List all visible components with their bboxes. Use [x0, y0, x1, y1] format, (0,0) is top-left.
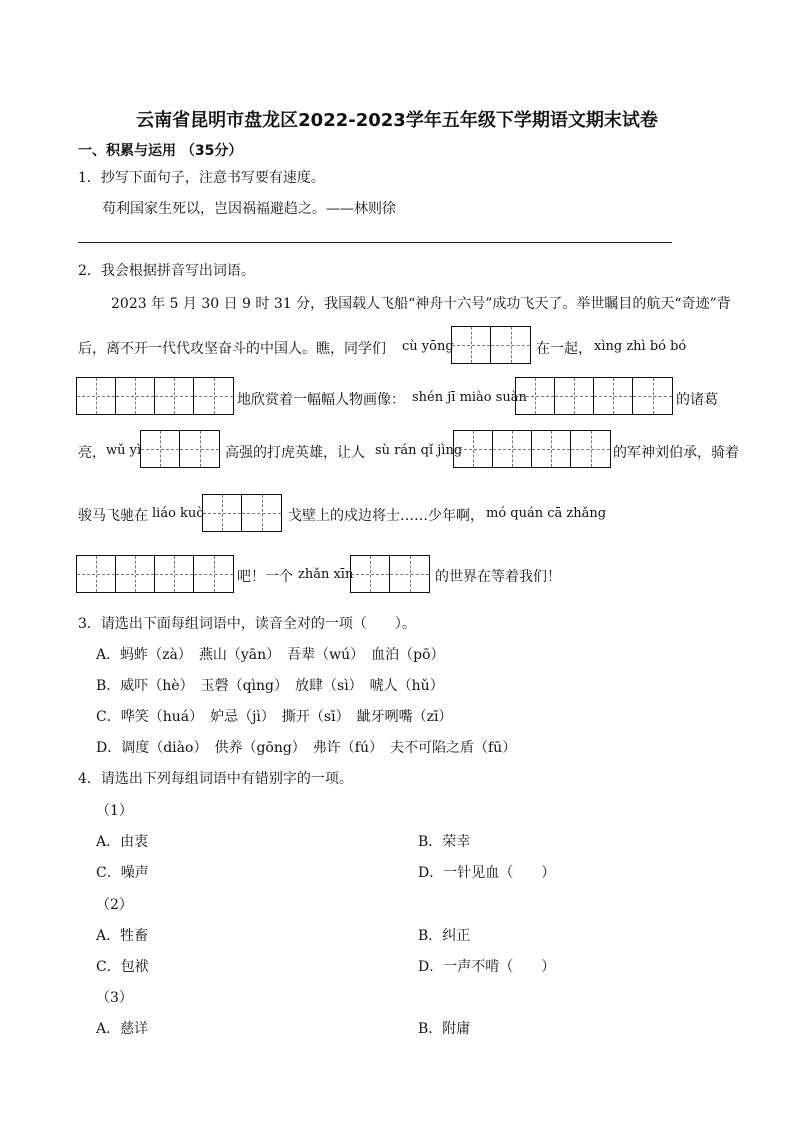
- pinyin-wuyi: wǔ yì: [106, 443, 142, 458]
- tianzige-cell[interactable]: [571, 431, 610, 467]
- tianzige-cell[interactable]: [390, 556, 429, 592]
- answer-grid-suranqijing[interactable]: [453, 430, 611, 468]
- tianzige-cell[interactable]: [516, 378, 555, 414]
- pinyin-cuyong: cù yōng: [402, 339, 454, 354]
- tianzige-cell[interactable]: [454, 431, 493, 467]
- pinyin-zhanxin: zhǎn xīn: [298, 567, 354, 582]
- pinyin-moquancazhang: mó quán cā zhǎng: [486, 506, 607, 521]
- passage-text: 的军神刘伯承，骑着: [613, 445, 739, 461]
- tianzige-cell[interactable]: [351, 556, 390, 592]
- option-a[interactable]: A．慈详: [96, 1021, 149, 1037]
- tianzige-cell[interactable]: [491, 327, 530, 363]
- page-title: 云南省昆明市盘龙区2022-2023学年五年级下学期语文期末试卷: [136, 110, 658, 131]
- option-c[interactable]: C．哗笑（huá） 妒忌（jì） 撕开（sī） 龇牙咧嘴（zī）: [96, 709, 453, 725]
- passage-text: 地欣赏着一幅幅人物画像：: [237, 392, 405, 408]
- pinyin-shenjimiaosuan: shén jī miào suàn: [412, 390, 527, 405]
- option-c[interactable]: C．噪声: [96, 865, 149, 881]
- passage-text: 后，离不开一代代攻坚奋斗的中国人。瞧，同学们: [78, 341, 386, 357]
- passage-text: 高强的打虎英雄，让人: [225, 445, 365, 461]
- option-d[interactable]: D．一针见血（ ）: [418, 865, 556, 881]
- tianzige-cell[interactable]: [493, 431, 532, 467]
- copy-sentence: 苟利国家生死以，岂因祸福避趋之。——林则徐: [102, 201, 396, 217]
- pinyin-liaokuo: liáo kuò: [152, 506, 205, 521]
- passage-text: 戈壁上的戍边将士……少年啊，: [288, 508, 484, 524]
- question-3-prompt: 3．请选出下面每组词语中，读音全对的一项（ ）。: [78, 616, 416, 632]
- answer-grid-wuyi[interactable]: [140, 430, 220, 468]
- question-1-prompt: 1．抄写下面句子，注意书写要有速度。: [78, 170, 325, 186]
- group-label: （2）: [96, 897, 133, 913]
- tianzige-cell[interactable]: [116, 556, 155, 592]
- tianzige-cell[interactable]: [116, 378, 155, 414]
- tianzige-cell[interactable]: [77, 378, 116, 414]
- writing-line[interactable]: [78, 242, 672, 243]
- option-c[interactable]: C．包袱: [96, 959, 149, 975]
- tianzige-cell[interactable]: [194, 556, 233, 592]
- tianzige-cell[interactable]: [77, 556, 116, 592]
- tianzige-cell[interactable]: [180, 431, 219, 467]
- pinyin-xingzhibobo: xìng zhì bó bó: [594, 339, 687, 354]
- tianzige-cell[interactable]: [203, 495, 242, 531]
- option-d[interactable]: D．一声不啃（ ）: [418, 959, 556, 975]
- option-b[interactable]: B．纠正: [418, 928, 471, 944]
- answer-grid-shenjimiaosuan[interactable]: [515, 377, 673, 415]
- tianzige-cell[interactable]: [532, 431, 571, 467]
- passage-text: 吧！一个: [237, 569, 293, 585]
- option-a[interactable]: A．牲畜: [96, 928, 149, 944]
- question-4-prompt: 4．请选出下列每组词语中有错别字的一项。: [78, 771, 353, 787]
- option-b[interactable]: B．附庸: [418, 1021, 471, 1037]
- tianzige-cell[interactable]: [141, 431, 180, 467]
- option-b[interactable]: B．威吓（hè） 玉磬（qìng） 放肆（sì） 唬人（hǔ）: [96, 678, 444, 694]
- answer-grid-liaokuo[interactable]: [202, 494, 282, 532]
- option-b[interactable]: B．荣幸: [418, 834, 471, 850]
- answer-grid-cuyong[interactable]: [451, 326, 531, 364]
- passage-line-1: 2023 年 5 月 30 日 9 时 31 分，我国载人飞船“神舟十六号”成功飞天了。举世瞩目的航天“奇迹”背: [111, 296, 731, 312]
- group-label: （1）: [96, 803, 133, 819]
- passage-text: 的世界在等着我们！: [435, 569, 561, 585]
- passage-text: 的诸葛: [676, 392, 718, 408]
- passage-text: 骏马飞驰在: [78, 508, 148, 524]
- group-label: （3）: [96, 990, 133, 1006]
- answer-grid-xingzhibobo[interactable]: [76, 377, 234, 415]
- tianzige-cell[interactable]: [155, 378, 194, 414]
- tianzige-cell[interactable]: [594, 378, 633, 414]
- option-a[interactable]: A．由衷: [96, 834, 149, 850]
- passage-text: 在一起，: [536, 341, 592, 357]
- pinyin-suranqijing: sù rán qǐ jìng: [375, 443, 463, 458]
- section-heading: 一、积累与运用 （35分）: [78, 143, 243, 159]
- tianzige-cell[interactable]: [242, 495, 281, 531]
- option-a[interactable]: A．蚂蚱（zà） 燕山（yān） 吾辈（wú） 血泊（pō）: [96, 647, 445, 663]
- answer-grid-zhanxin[interactable]: [350, 555, 430, 593]
- tianzige-cell[interactable]: [555, 378, 594, 414]
- tianzige-cell[interactable]: [155, 556, 194, 592]
- tianzige-cell[interactable]: [194, 378, 233, 414]
- tianzige-cell[interactable]: [452, 327, 491, 363]
- passage-text: 亮，: [78, 445, 106, 461]
- option-d[interactable]: D．调度（diào） 供养（gōng） 弗许（fú） 夫不可陷之盾（fū）: [96, 740, 517, 756]
- tianzige-cell[interactable]: [633, 378, 672, 414]
- answer-grid-moquancazhang[interactable]: [76, 555, 234, 593]
- question-2-prompt: 2．我会根据拼音写出词语。: [78, 263, 255, 279]
